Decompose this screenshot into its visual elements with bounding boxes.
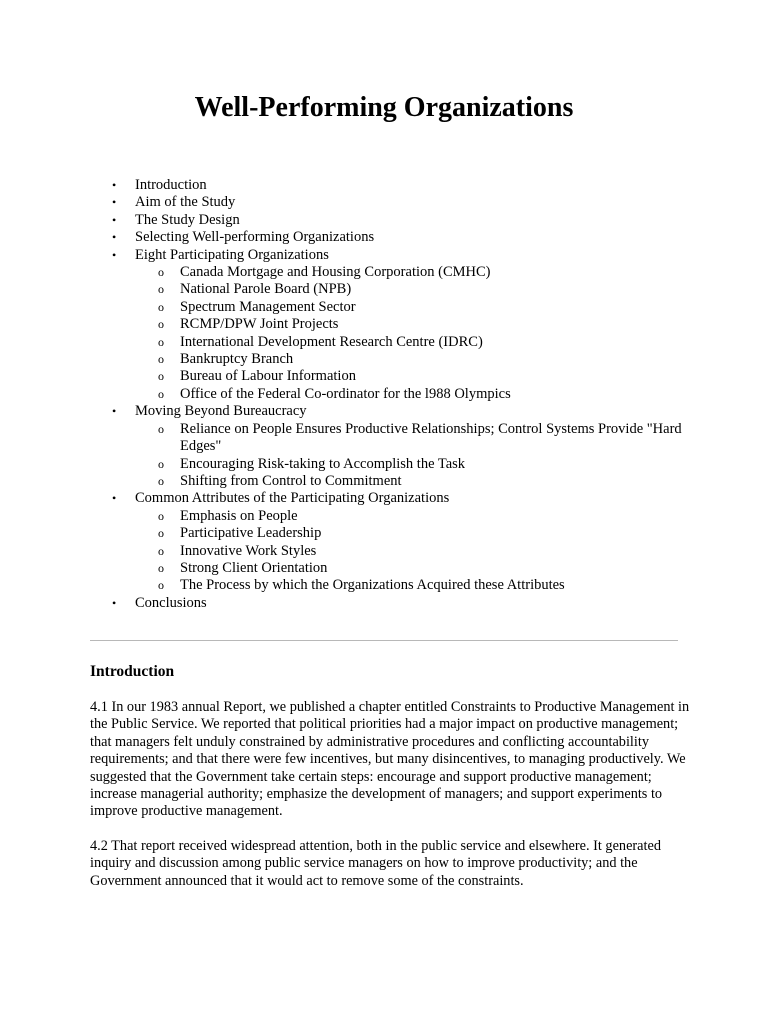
toc-subitem-label: Emphasis on People: [180, 507, 298, 524]
circle-bullet-icon: o: [158, 334, 164, 349]
toc-subitem-label: Spectrum Management Sector: [180, 298, 356, 315]
toc-item: [90, 229, 690, 246]
bullet-icon: •: [112, 212, 117, 227]
toc-item-label: Introduction: [135, 177, 207, 193]
toc-subitem: [135, 281, 690, 298]
toc-sublist: [135, 264, 690, 403]
toc-subitem: [135, 316, 690, 333]
toc-subitem: [135, 299, 690, 316]
circle-bullet-icon: o: [158, 386, 164, 401]
circle-bullet-icon: o: [158, 299, 164, 314]
toc-sublist: [135, 421, 690, 491]
toc-item: [90, 403, 690, 490]
circle-bullet-icon: o: [158, 369, 164, 384]
table-of-contents: [90, 177, 690, 612]
page-title: Well-Performing Organizations: [194, 92, 574, 123]
circle-bullet-icon: o: [158, 543, 164, 558]
toc-subitem: [135, 577, 690, 594]
toc-subitem-label: Canada Mortgage and Housing Corporation (CMHC): [180, 264, 491, 281]
toc-subitem: [135, 351, 690, 368]
bullet-icon: •: [112, 404, 117, 419]
toc-subitem: [135, 264, 690, 281]
toc-subitem: [135, 508, 690, 525]
toc-item: [90, 595, 690, 612]
toc-subitem-label: RCMP/DPW Joint Projects: [180, 316, 339, 333]
circle-bullet-icon: o: [158, 560, 164, 575]
introduction-heading: Introduction: [90, 663, 175, 680]
bullet-icon: •: [112, 230, 117, 245]
bullet-icon: •: [112, 595, 117, 610]
circle-bullet-icon: o: [158, 456, 164, 471]
toc-subitem-label: National Parole Board (NPB): [180, 281, 352, 298]
circle-bullet-icon: o: [158, 508, 164, 523]
toc-subitem-label: Shifting from Control to Commitment: [180, 472, 402, 489]
bullet-icon: •: [112, 195, 117, 210]
toc-item: [90, 247, 690, 404]
circle-bullet-icon: o: [158, 578, 164, 593]
circle-bullet-icon: o: [158, 317, 164, 332]
bullet-icon: •: [112, 247, 117, 262]
toc-subitem-label: The Process by which the Organizations Acquired these Attributes: [180, 577, 565, 594]
toc-subitem: [135, 560, 690, 577]
circle-bullet-icon: o: [158, 282, 164, 297]
toc-subitem-label: Office of the Federal Co-ordinator for the l988 Olympics: [180, 385, 511, 402]
toc-item-label: Moving Beyond Bureaucracy: [135, 403, 307, 420]
toc-item: [90, 212, 690, 229]
toc-item-label: The Study Design: [135, 211, 240, 228]
toc-item-label: Common Attributes of the Participating Organizations: [135, 490, 450, 507]
toc-subitem: [135, 368, 690, 385]
circle-bullet-icon: o: [158, 352, 164, 367]
toc-subitem-label: Strong Client Orientation: [180, 559, 328, 576]
toc-item: [90, 177, 690, 194]
toc-item-label: Eight Participating Organizations: [135, 246, 329, 263]
toc-item: [90, 194, 690, 211]
toc-subitem-label: Bureau of Labour Information: [180, 368, 356, 385]
toc-sublist: [135, 508, 690, 595]
toc-item-label: Aim of the Study: [135, 194, 236, 211]
toc-subitem: [135, 334, 690, 351]
toc-subitem-label: Reliance on People Ensures Productive Relationships; Control Systems Provide "Hard Edges": [180, 420, 682, 455]
toc-subitem: [135, 543, 690, 560]
toc-subitem-label: Bankruptcy Branch: [180, 351, 294, 368]
circle-bullet-icon: o: [158, 421, 164, 436]
toc-subitem: [135, 421, 690, 456]
section-divider: [90, 640, 678, 641]
paragraph-4-2: 4.2 That report received widespread attention, both in the public service and elsewhere. It generated inquiry and discussion among public service managers on how to improve productivity; and the Government announced that it would act to remove some of the constraints.: [90, 838, 661, 889]
bullet-icon: •: [112, 178, 117, 192]
toc-subitem-label: Encouraging Risk-taking to Accomplish the Task: [180, 455, 466, 472]
circle-bullet-icon: o: [158, 473, 164, 488]
toc-subitem: [135, 386, 690, 403]
bullet-icon: •: [112, 491, 117, 506]
toc-subitem: [135, 456, 690, 473]
toc-item: [90, 490, 690, 594]
toc-subitem: [135, 525, 690, 542]
toc-item-label: Conclusions: [135, 594, 207, 611]
toc-subitem-label: International Development Research Centre (IDRC): [180, 333, 483, 350]
circle-bullet-icon: o: [158, 265, 164, 280]
toc-subitem: [135, 473, 690, 490]
toc-item-label: Selecting Well-performing Organizations: [135, 229, 375, 246]
circle-bullet-icon: o: [158, 526, 164, 541]
paragraph-4-1: 4.1 In our 1983 annual Report, we published a chapter entitled Constraints to Productive Management in the Public Service. We reported that political priorities had a major impact on productive management; that managers felt unduly constrained by administrative procedures and conflicting accountability requirements; and that there were few incentives, but many disincentives, to managing productively. We suggested that the Government take certain steps: encourage and support productive management; increase managerial authority; emphasize the development of managers; and support experiments to improve productive management.: [90, 699, 690, 820]
toc-subitem-label: Participative Leadership: [180, 525, 322, 542]
toc-subitem-label: Innovative Work Styles: [180, 542, 317, 559]
